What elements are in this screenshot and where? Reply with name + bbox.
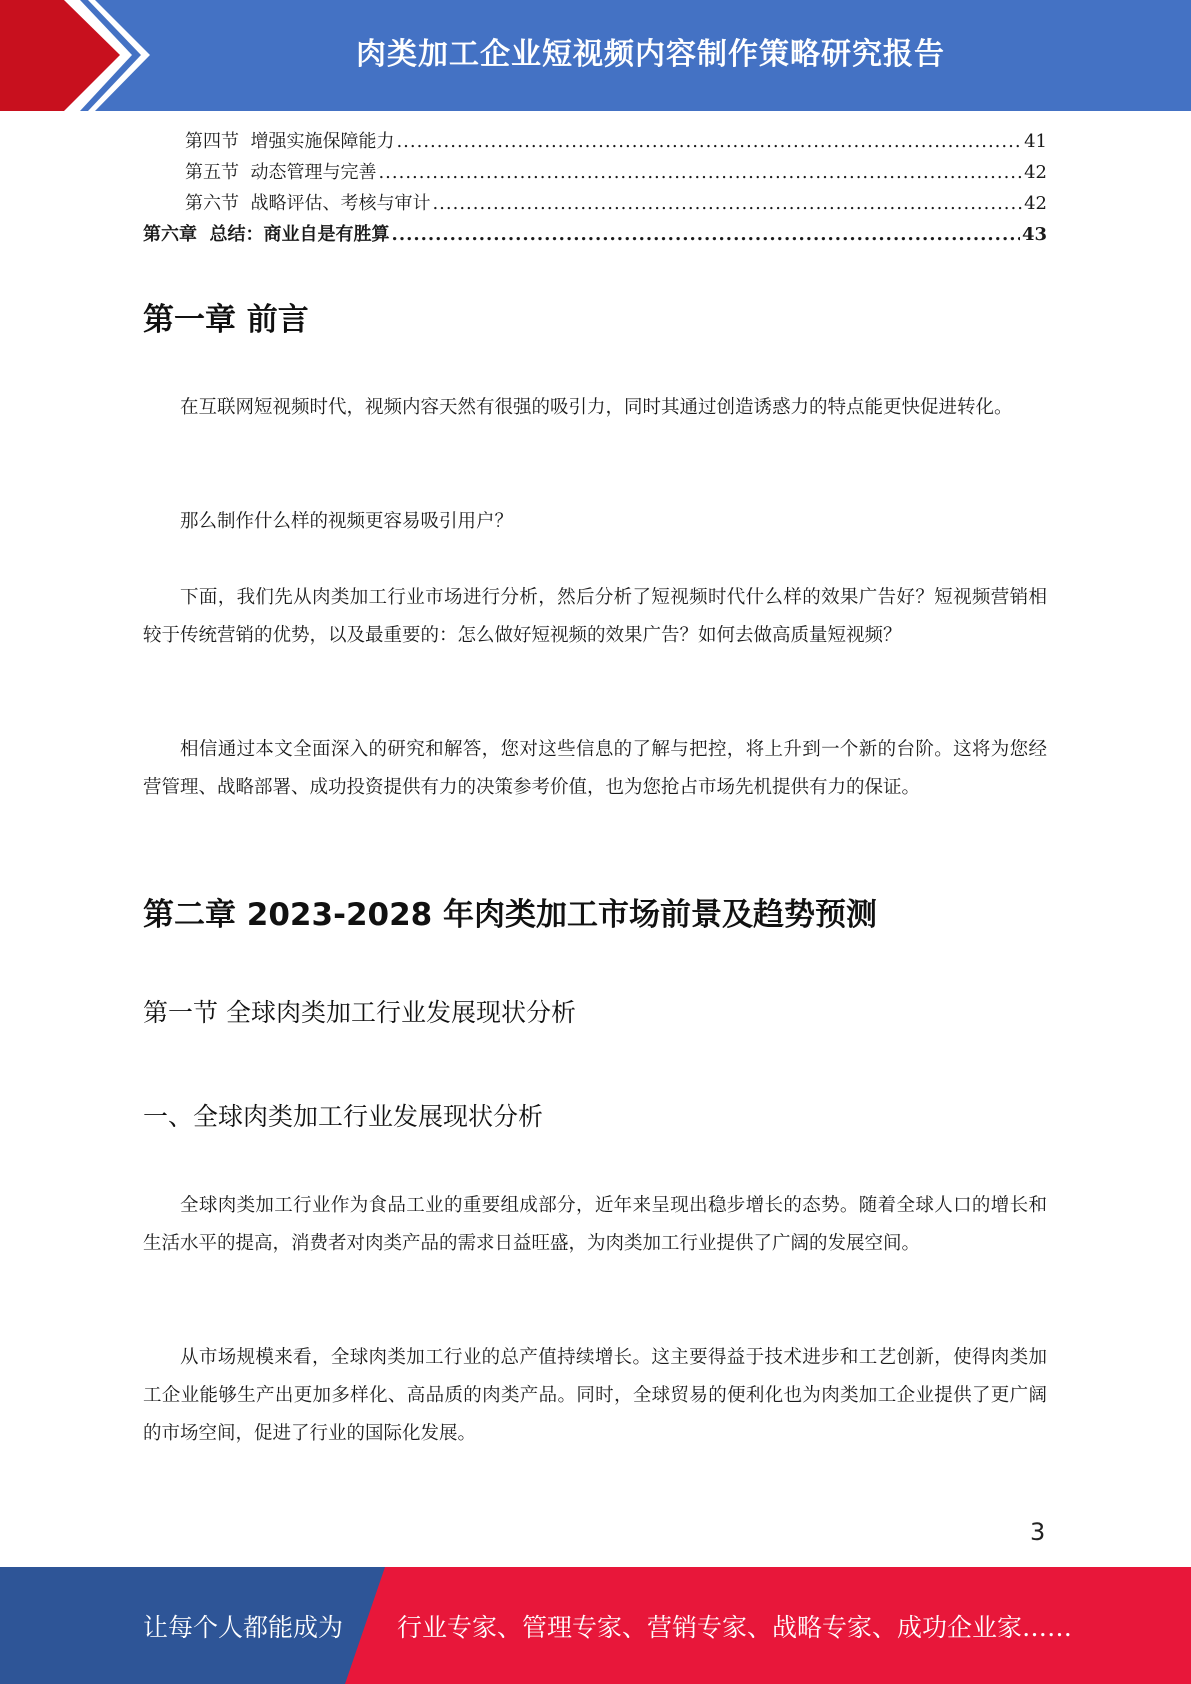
page-footer [0, 1567, 1191, 1684]
chapter-title: 第一章 前言 [143, 302, 309, 338]
report-title: 肉类加工企业短视频内容制作策略研究报告 [356, 36, 945, 72]
page-header [0, 0, 1191, 111]
footer-slogan-left: 让每个人都能成为 [143, 1612, 344, 1642]
toc-entry-label: 第六节 战略评估、考核与审计 [185, 193, 431, 214]
page-number: 3 [1030, 1518, 1046, 1546]
toc-leader-dots [432, 192, 1022, 216]
toc-entry-page: 43 [1021, 224, 1047, 245]
toc-entry-label: 第五节 动态管理与完善 [185, 162, 377, 183]
body-paragraph: 相信通过本文全面深入的研究和解答，您对这些信息的了解与把控，将上升到一个新的台阶。这将为您经营管理、战略部署、成功投资提供有力的决策参考价值，也为您抢占市场先机提供有力的保证。 [143, 739, 1047, 798]
subsection-title: 一、全球肉类加工行业发展现状分析 [143, 1102, 544, 1131]
body-paragraph: 下面，我们先从肉类加工行业市场进行分析，然后分析了短视频时代什么样的效果广告好？短视频营销相较于传统营销的优势，以及最重要的：怎么做好短视频的效果广告？如何去做高质量短视频？ [143, 587, 1047, 646]
toc-entry-page: 41 [1024, 131, 1047, 152]
body-paragraph: 在互联网短视频时代，视频内容天然有很强的吸引力，同时其通过创造诱惑力的特点能更快促进转化。 [180, 397, 1013, 418]
body-paragraph: 那么制作什么样的视频更容易吸引用户？ [180, 511, 514, 532]
toc-entry-page: 42 [1024, 193, 1047, 214]
toc-entry[interactable] [185, 130, 1047, 154]
toc-entry-page: 42 [1024, 162, 1047, 183]
toc-leader-dots [378, 161, 1022, 185]
toc-entry-chapter[interactable] [143, 223, 1047, 247]
toc-leader-dots [396, 130, 1022, 154]
toc-entry[interactable] [185, 192, 1047, 216]
footer-slogan-right: 行业专家、管理专家、营销专家、战略专家、成功企业家…… [397, 1612, 1073, 1642]
body-paragraph: 从市场规模来看，全球肉类加工行业的总产值持续增长。这主要得益于技术进步和工艺创新，使得肉类加工企业能够生产出更加多样化、高品质的肉类产品。同时，全球贸易的便利化也为肉类加工企业提供了更广阔的市场空间，促进了行业的国际化发展。 [143, 1347, 1047, 1444]
toc-leader-dots [392, 223, 1020, 247]
chapter-title: 第二章 2023-2028 年肉类加工市场前景及趋势预测 [143, 897, 878, 933]
section-title: 第一节 全球肉类加工行业发展现状分析 [143, 998, 576, 1027]
body-paragraph: 全球肉类加工行业作为食品工业的重要组成部分，近年来呈现出稳步增长的态势。随着全球人口的增长和生活水平的提高，消费者对肉类产品的需求日益旺盛，为肉类加工行业提供了广阔的发展空间。 [143, 1195, 1047, 1254]
toc-entry-label: 第四节 增强实施保障能力 [185, 131, 395, 152]
toc-entry[interactable] [185, 161, 1047, 185]
toc-entry-label: 第六章 总结：商业自是有胜算 [143, 224, 390, 245]
